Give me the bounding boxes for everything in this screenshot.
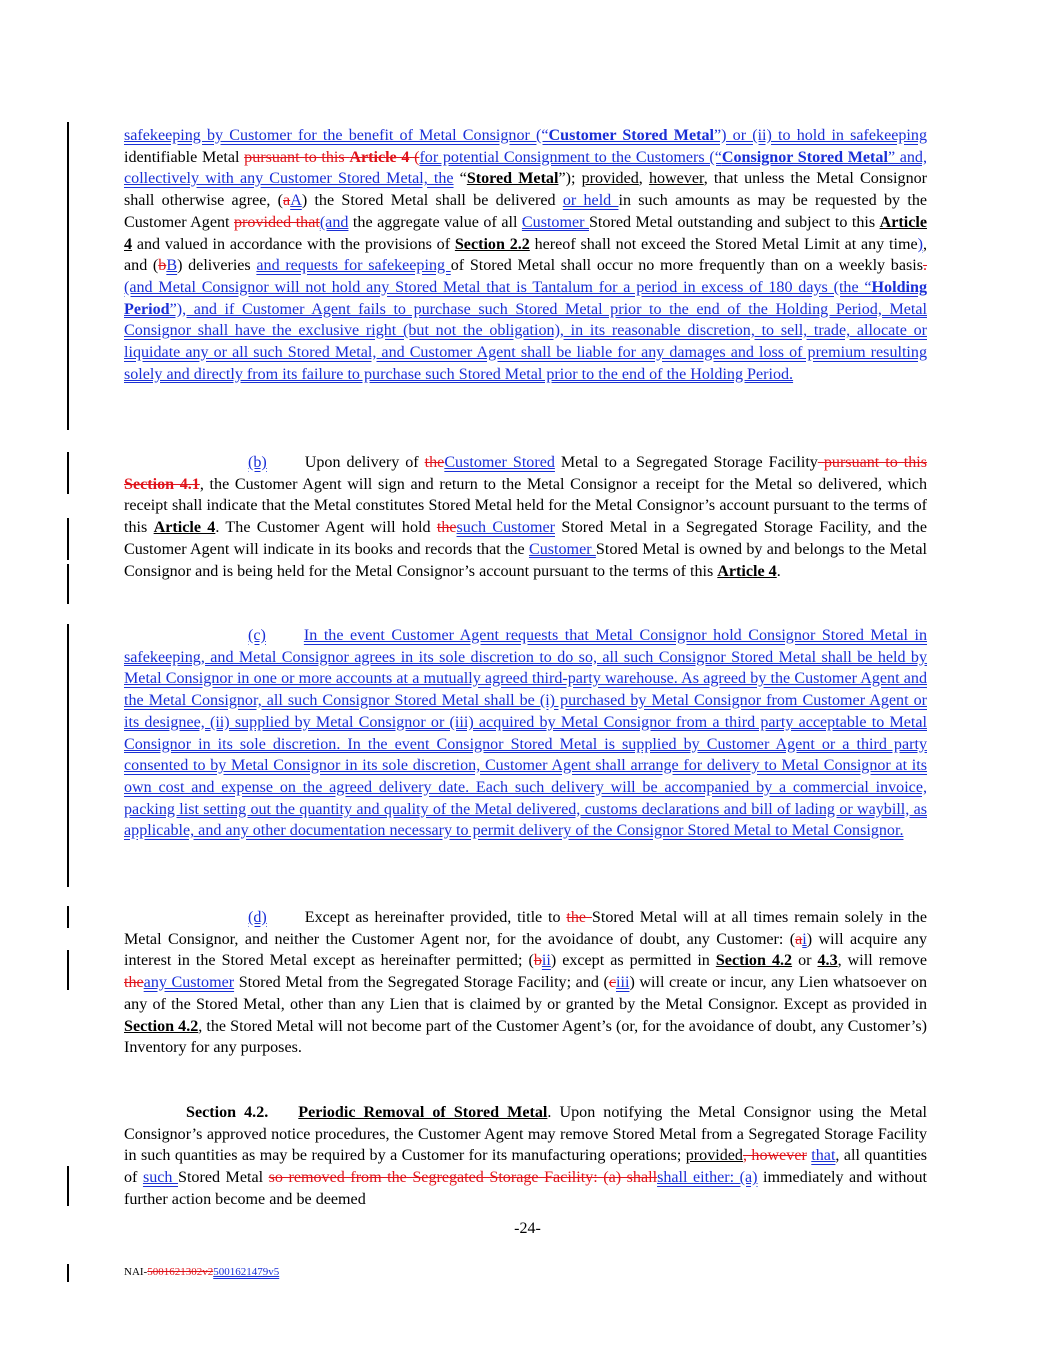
page-number: -24- (514, 1220, 541, 1237)
inserted-text: safekeeping by Customer for the benefit of Metal Consignor (“ (124, 127, 549, 144)
inserted-text: any Customer (143, 974, 235, 992)
inserted-text: shall either: (a) (657, 1169, 758, 1187)
inserted-text: ”) or (ii) to hold in safekeeping (714, 127, 927, 144)
text: Stored Metal is owned by and belongs to the Metal Consignor and is being held for the Metal Consignor’s account pursuant to the terms of this (124, 540, 927, 580)
reference: 4.3 (817, 952, 838, 970)
deleted-text: , however (742, 1147, 807, 1165)
inserted-text: that (811, 1147, 836, 1165)
inserted-text: A (290, 192, 302, 210)
text: provided (581, 170, 639, 188)
section-title: Periodic Removal of Stored Metal (298, 1104, 548, 1121)
text: ”); (558, 170, 582, 188)
defined-term: Customer Stored Metal (548, 127, 714, 144)
change-bar (67, 122, 69, 430)
section-number: Section 4.2. (186, 1104, 269, 1121)
paragraph-d (124, 907, 927, 1059)
clause-label: (b) (248, 454, 267, 471)
deleted-text: provided that (234, 213, 320, 231)
clause-label: (d) (248, 909, 267, 926)
text: provided (685, 1147, 743, 1165)
text: , and ( (124, 235, 927, 275)
change-bar (67, 452, 69, 494)
text: the aggregate value of all (348, 213, 522, 231)
inserted-text: and requests for safekeeping (256, 257, 451, 275)
change-bar (67, 1166, 69, 1206)
deleted-text: a (283, 192, 291, 210)
text: “ (453, 170, 467, 188)
text: Stored Metal outstanding and subject to this (588, 213, 880, 231)
text: . The Customer Agent will hold (215, 519, 437, 537)
text: ) deliveries (177, 257, 257, 275)
text: and valued in accordance with the provisions of (132, 235, 455, 253)
inserted-text: ii (541, 952, 551, 970)
text: identifiable Metal (124, 148, 245, 166)
deleted-reference: Section 4.1 (124, 475, 200, 493)
text: or (792, 952, 818, 970)
inserted-text: such Customer (456, 519, 555, 537)
inserted-text: or held (562, 192, 619, 210)
text: Upon delivery of (304, 454, 425, 471)
change-bar (67, 1264, 69, 1282)
text: hereof shall not exceed the Stored Metal Limit at any time (529, 235, 918, 253)
deleted-text: so removed from the Segregated Storage Facility: (a) shall (268, 1169, 658, 1187)
defined-term: Stored Metal (466, 170, 559, 188)
change-bar (67, 518, 69, 560)
change-bar (67, 950, 69, 990)
deleted-text: the (124, 974, 144, 992)
text: in such amounts as may be requested by the Customer Agent (124, 192, 928, 231)
inserted-text: iii (616, 974, 630, 992)
text: Except as hereinafter provided, title to (304, 909, 567, 926)
inserted-text: ) (917, 235, 923, 253)
deleted-doc-id: 5001621302v2 (147, 1266, 214, 1278)
text: ) will create or incur, any Lien whatsoever on any of the Stored Metal, other than any Lien that is claimed by or granted by the Metal Consignor. Except as provided in (124, 974, 927, 1013)
deleted-text: the (566, 909, 592, 926)
deleted-text: the (424, 454, 445, 471)
text: of Stored Metal shall occur no more frequently than on a weekly basis (450, 257, 923, 275)
text: , the Customer Agent will sign and return to the Metal Consignor a receipt for the Metal so delivered, which receipt shall indicate that the Metal constitutes Stored Metal held for the Metal Consignor’s account pursuant to the terms of this (124, 475, 927, 537)
text: however (648, 170, 704, 188)
reference: Section 2.2 (454, 235, 530, 253)
inserted-text: ” and, collectively with any Customer Stored Metal, the (124, 148, 928, 188)
defined-term: Consignor Stored Metal (721, 148, 888, 166)
paragraph-b (124, 452, 927, 582)
text: Metal to a Segregated Storage Facility (554, 454, 818, 471)
deleted-text: pursuant to this (244, 148, 350, 166)
deleted-text: b (158, 257, 167, 275)
text: ) except as permitted in (550, 952, 716, 970)
deleted-text: a (795, 930, 803, 948)
deleted-text: ( (409, 148, 420, 166)
inserted-text: for potential Consignment to the Customers (“ (419, 148, 722, 166)
inserted-text: such (142, 1169, 178, 1187)
reference: Article 4 (153, 519, 216, 537)
text: , the Stored Metal will not become part of the Customer Agent’s (or, for the avoidance of doubt, any Customer’s) Inventory for any purposes. (124, 1017, 927, 1057)
inserted-text: i (802, 930, 807, 948)
text: Stored Metal from the Segregated Storage Facility; and ( (234, 974, 609, 992)
reference: Article 4 (124, 213, 927, 253)
reference: Section 4.2 (715, 952, 793, 970)
change-bar (67, 564, 69, 604)
text: Stored Metal will at all times remain solely in the Metal Consignor, and neither the Customer Agent nor, for the avoidance of doubt, any Customer: ( (124, 909, 927, 948)
paragraph-continued (124, 125, 927, 385)
inserted-text: Customer (521, 213, 589, 231)
inserted-text: In the event Customer Agent requests that Metal Consignor hold Consignor Stored Metal in safekeeping, and Metal Consignor agrees in its sole discretion to do so, all such Consignor Stored Metal shall be held by Metal Consignor in one or more accounts at a mutually agreed third-party warehouse. As agreed by the Customer Agent and the Metal Consignor, all such Consignor Stored Metal shall be (i) purchased by Metal Consignor from Customer Agent or its designee, (ii) supplied by Metal Consignor or (iii) acquired by Metal Consignor from a third party acceptable to Metal Consignor in its sole discretion. In the event Consignor Stored Metal is supplied by Customer Agent or a third party consented to by Metal Consignor in its sole discretion, Customer Agent shall arrange for delivery to Metal Consignor at its own cost and expense on the agreed delivery date. Each such delivery will be accompanied by a commercial invoice, packing list setting out the quantity and quality of the Metal delivered, customs declarations and bill of lading or waybill, as applicable, and any other documentation necessary to permit delivery of the Consignor Stored Metal to Metal Consignor. (124, 627, 927, 840)
footer-prefix: NAI- (124, 1266, 148, 1278)
deleted-text: pursuant to this (817, 454, 928, 471)
text: . (776, 562, 781, 580)
defined-term: Holding Period (124, 278, 927, 318)
inserted-text: ”), and if Customer Agent fails to purchase such Stored Metal prior to the end of the Holding Period, Metal Consignor shall have the exclusive right (but not the obligation), in its reasonable discretion, to sell, trade, allocate or liquidate any or all such Stored Metal, and Customer Agent shall be liable for any damages and loss of premium resulting solely and directly from its failure to purchase such Stored Metal prior to the end of the Holding Period. (124, 300, 927, 383)
inserted-doc-id: 5001621479v5 (213, 1266, 280, 1278)
deleted-reference: Article 4 (349, 148, 410, 166)
change-bar (67, 906, 69, 928)
text: , all quantities of (124, 1147, 927, 1187)
reference: Section 4.2 (124, 1017, 199, 1035)
text: ) the Stored Metal shall be delivered (301, 192, 563, 210)
inserted-text: B (166, 257, 178, 275)
text: . Upon notifying the Metal Consignor using the Metal Consignor’s approved notice procedures, the Customer Agent may remove Stored Metal from a Segregated Storage Facility in such quantities as may be required by a Customer for its manufacturing operations; (124, 1104, 927, 1165)
inserted-text: (and Metal Consignor will not hold any Stored Metal that is Tantalum for a period in excess of 180 days (the “ (124, 278, 872, 296)
inserted-text: (and (319, 213, 349, 231)
paragraph-c (124, 625, 927, 842)
inserted-text: Customer (528, 540, 596, 558)
document-id-footer (124, 1266, 279, 1278)
text: ) will acquire any interest in the Stored Metal except as hereinafter permitted; ( (124, 930, 927, 970)
deleted-text: c (608, 974, 617, 992)
text: , (638, 170, 649, 188)
change-bar (67, 624, 69, 887)
text: Stored Metal (178, 1169, 269, 1187)
deleted-text: b (533, 952, 542, 970)
clause-label: (c) (248, 627, 266, 644)
text: , will remove (837, 952, 927, 970)
text: immediately and without further action become and be deemed (124, 1169, 927, 1208)
text: , that unless the Metal Consignor shall otherwise agree, ( (124, 170, 928, 210)
deleted-text: . (922, 257, 928, 275)
section-4-2-paragraph (124, 1102, 927, 1211)
deleted-text: the (436, 519, 457, 537)
reference: Article 4 (717, 562, 777, 580)
inserted-text: Customer Stored (444, 454, 555, 471)
text: Stored Metal in a Segregated Storage Facility, and the Customer Agent will indicate in its books and records that the (124, 519, 927, 558)
